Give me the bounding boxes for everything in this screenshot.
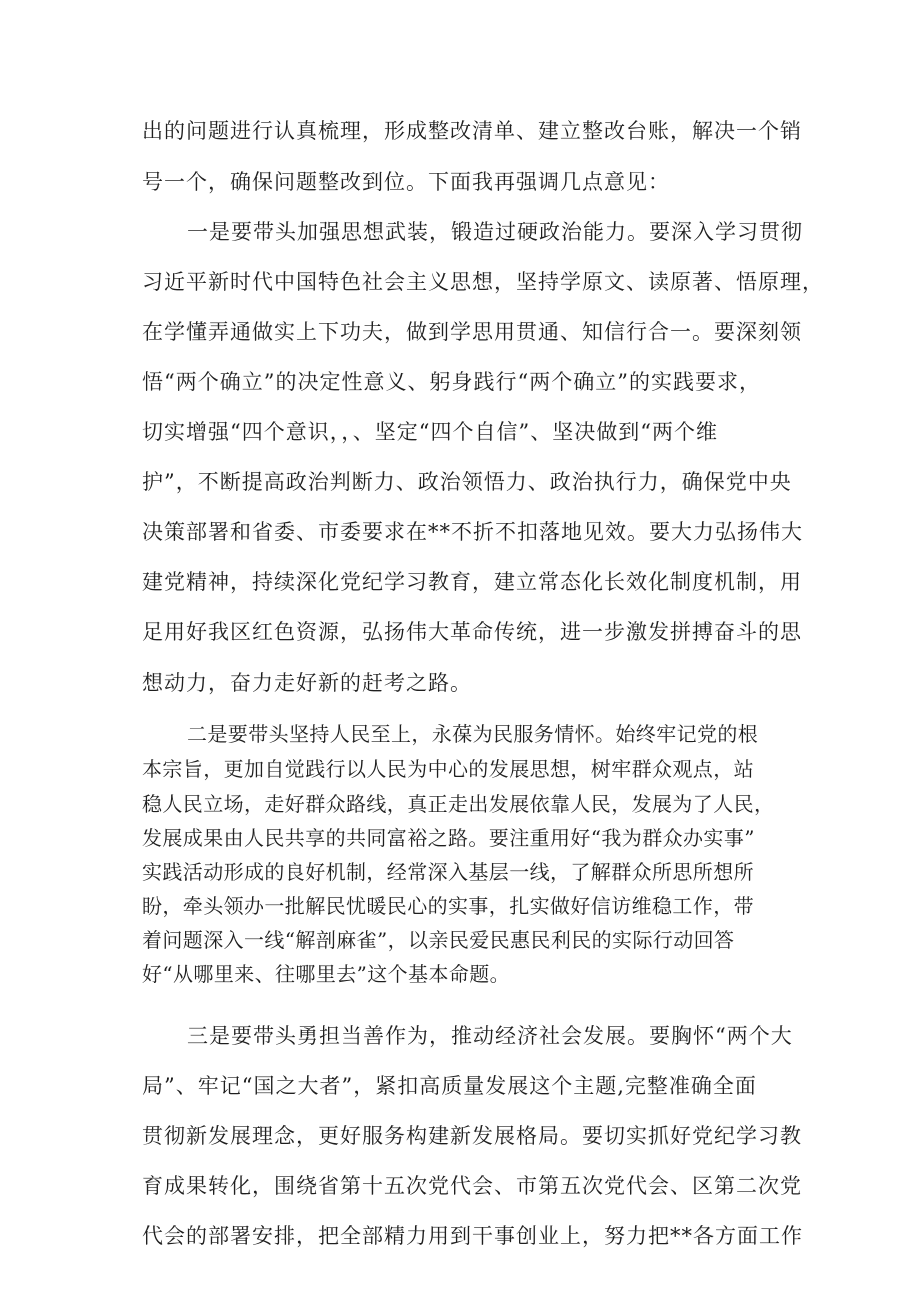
text-line: 二是要带头坚持人民至上，永葆为民服务情怀。始终牢记党的根 xyxy=(187,722,759,746)
text-line: 盼，牵头领办一批解民忧暖民心的实事，扎实做好信访维稳工作，带 xyxy=(142,894,754,918)
text-line: 在学懂弄通做实上下功夫，做到学思用贯通、知信行合一。要深刻领 xyxy=(142,320,802,344)
text-line: 代会的部署安排，把全部精力用到干事创业上，努力把**各方面工作 xyxy=(142,1224,803,1248)
text-line: 号一个，确保问题整改到位。下面我再强调几点意见： xyxy=(142,170,670,194)
text-line: 足用好我区红色资源，弘扬伟大革命传统，进一步激发拼搏奋斗的思 xyxy=(142,620,802,644)
text-line: 育成果转化，围绕省第十五次党代会、市第五次党代会、区第二次党 xyxy=(142,1174,802,1198)
text-line: 建党精神，持续深化党纪学习教育，建立常态化长效化制度机制，用 xyxy=(142,570,802,594)
text-line: 实践活动形成的良好机制，经常深入基层一线，了解群众所思所想所 xyxy=(142,860,754,884)
text-line: 习近平新时代中国特色社会主义思想，坚持学原文、读原著、悟原理， xyxy=(142,270,824,294)
text-line: 着问题深入一线“解剖麻雀”，以亲民爱民惠民利民的实际行动回答 xyxy=(142,928,735,952)
text-line: 想动力，奋力走好新的赶考之路。 xyxy=(142,671,472,695)
text-line: 发展成果由人民共享的共同富裕之路。要注重用好“我为群众办实事” xyxy=(142,826,755,850)
text-line: 局”、牢记“国之大者”，紧扣高质量发展这个主题,完整准确全面 xyxy=(142,1074,757,1098)
text-line: 本宗旨，更加自觉践行以人民为中心的发展思想，树牢群众观点，站 xyxy=(142,757,754,781)
text-line: 悟“两个确立”的决定性意义、躬身践行“两个确立”的实践要求， xyxy=(142,370,761,394)
text-line: 一是要带头加强思想武装，锻造过硬政治能力。要深入学习贯彻 xyxy=(187,220,803,244)
text-line: 三是要带头勇担当善作为，推动经济社会发展。要胸怀“两个大 xyxy=(187,1024,793,1048)
text-line: 贯彻新发展理念，更好服务构建新发展格局。要切实抓好党纪学习教 xyxy=(142,1124,802,1148)
text-line: 护”，不断提高政治判断力、政治领悟力、政治执行力，确保党中央 xyxy=(142,470,792,494)
text-line: 切实增强“四个意识，，、坚定“四个自信”、坚决做到“两个维 xyxy=(142,420,718,444)
text-line: 决策部署和省委、市委要求在**不折不扣落地见效。要大力弘扬伟大 xyxy=(142,520,803,544)
text-line: 稳人民立场，走好群众路线，真正走出发展依靠人民，发展为了人民， xyxy=(142,792,775,816)
text-line: 出的问题进行认真梳理，形成整改清单、建立整改台账，解决一个销 xyxy=(142,119,802,143)
text-line: 好“从哪里来、往哪里去”这个基本命题。 xyxy=(142,962,511,986)
